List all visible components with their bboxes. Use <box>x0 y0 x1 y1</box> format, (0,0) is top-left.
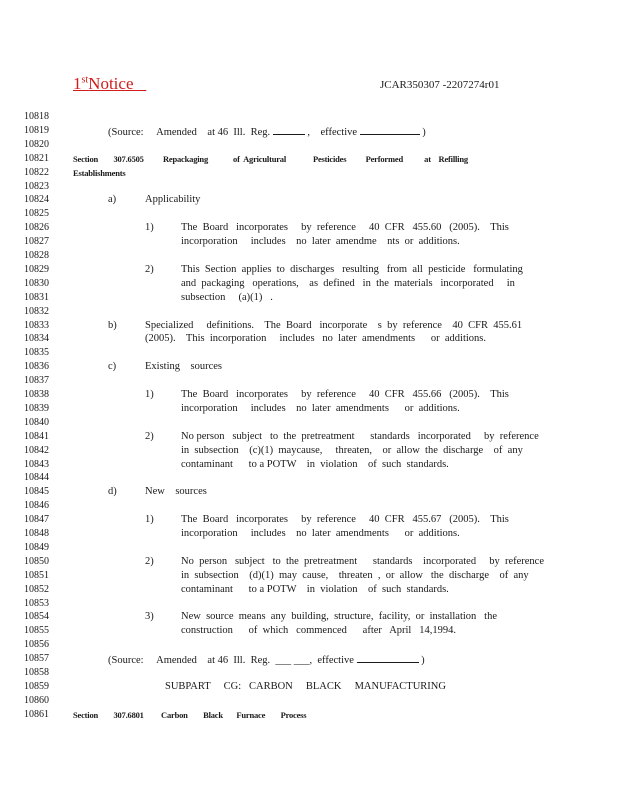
line-10855 <box>0 624 618 638</box>
line-number: 10846 <box>24 500 49 512</box>
line-10838 <box>0 388 618 402</box>
line-10821 <box>0 152 618 166</box>
line-text: 2) <box>145 555 154 567</box>
line-number: 10832 <box>24 305 49 317</box>
line-number: 10818 <box>24 111 49 122</box>
line-number: 10828 <box>24 250 49 261</box>
fill-in-blank <box>357 652 419 663</box>
line-number: 10834 <box>24 333 49 345</box>
line-text: The Board incorporates by reference 40 CFR 455.60 (2005). This <box>181 222 509 234</box>
line-10860 <box>0 694 618 708</box>
line-10842 <box>0 444 618 458</box>
line-10831 <box>0 291 618 305</box>
line-number: 10824 <box>24 194 49 206</box>
line-number: 10843 <box>24 458 49 470</box>
line-10822 <box>0 166 618 180</box>
line-number: 10849 <box>24 541 49 553</box>
line-10818 <box>0 110 618 124</box>
document-id: JCAR350307 -2207274r01 <box>380 79 500 91</box>
line-text: in subsection (d)(1) may cause, threaten , or allow the discharge of any <box>181 569 529 581</box>
line-text: This Section applies to discharges resulting from all pesticide formulating <box>181 263 523 275</box>
line-10854 <box>0 610 618 624</box>
line-number: 10825 <box>24 208 49 220</box>
line-10858 <box>0 666 618 680</box>
line-text: and packaging operations, as defined in the materials incorporated in <box>181 277 515 289</box>
line-text: SUBPART CG: CARBON BLACK MANUFACTURING <box>165 680 446 692</box>
line-text: No person subject to the pretreatment standards incorporated by reference <box>181 430 539 442</box>
line-10823 <box>0 180 618 194</box>
line-10852 <box>0 583 618 597</box>
line-text: d) <box>108 486 117 498</box>
line-10834 <box>0 332 618 346</box>
line-text: contaminant to a POTW in violation of such standards. <box>181 583 449 595</box>
line-10836 <box>0 360 618 374</box>
line-text: The Board incorporates by reference 40 CFR 455.67 (2005). This <box>181 514 509 526</box>
line-text: New source means any building, structure, facility, or installation the <box>181 611 497 623</box>
line-10847 <box>0 513 618 527</box>
line-10826 <box>0 221 618 235</box>
line-10830 <box>0 277 618 291</box>
line-number: 10823 <box>24 180 49 192</box>
line-10853 <box>0 597 618 611</box>
line-10827 <box>0 235 618 249</box>
section-heading-text: Establishments <box>73 167 126 178</box>
line-10848 <box>0 527 618 541</box>
line-number: 10861 <box>24 708 49 720</box>
line-text: incorporation includes no later amendments or additions. <box>181 528 460 539</box>
line-text: 1) <box>145 514 154 526</box>
line-10851 <box>0 569 618 583</box>
line-number: 10819 <box>24 124 49 136</box>
line-number: 10820 <box>24 138 49 150</box>
line-text: Existing sources <box>145 361 222 373</box>
line-number: 10851 <box>24 569 49 581</box>
line-10835 <box>0 346 618 360</box>
line-text: incorporation includes no later amendments or additions. <box>181 402 460 414</box>
line-text: The Board incorporates by reference 40 CFR 455.66 (2005). This <box>181 389 509 400</box>
line-10861 <box>0 708 618 722</box>
line-number: 10835 <box>24 347 49 359</box>
line-number: 10853 <box>24 597 49 609</box>
line-number: 10822 <box>24 166 49 178</box>
line-text: incorporation includes no later amendme nts or additions. <box>181 236 460 248</box>
line-number: 10827 <box>24 236 49 248</box>
line-text: Applicability <box>145 194 201 206</box>
line-text: 2) <box>145 430 154 442</box>
line-number: 10856 <box>24 639 49 651</box>
line-number: 10852 <box>24 583 49 595</box>
line-number: 10833 <box>24 319 49 331</box>
line-number: 10855 <box>24 625 49 637</box>
line-number: 10821 <box>24 152 49 164</box>
line-number: 10837 <box>24 375 49 387</box>
line-10846 <box>0 499 618 513</box>
fill-in-blank <box>273 124 305 135</box>
line-number: 10839 <box>24 402 49 414</box>
page-header <box>0 74 618 96</box>
line-text: New sources <box>145 486 207 498</box>
line-10828 <box>0 249 618 263</box>
line-number: 10830 <box>24 277 49 289</box>
notice-label: 1stNotice <box>73 74 134 93</box>
line-text: contaminant to a POTW in violation of such standards. <box>181 458 449 470</box>
fill-in-blank <box>360 124 420 135</box>
line-10825 <box>0 207 618 221</box>
line-number: 10854 <box>24 611 49 623</box>
section-heading-text: Section 307.6505 Repackaging of Agricultural Pesticides Performed at Refilling <box>73 153 468 164</box>
line-text: Specialized definitions. The Board incorporate s by reference 40 CFR 455.61 <box>145 319 523 331</box>
line-text: (Source: Amended at 46 Ill. Reg. ___ ___, effective <box>108 655 354 667</box>
line-number: 10857 <box>24 653 49 665</box>
line-10841 <box>0 430 618 444</box>
line-number: 10848 <box>24 528 49 539</box>
line-number: 10829 <box>24 263 49 275</box>
line-number: 10840 <box>24 416 49 428</box>
line-text: b) <box>108 319 117 331</box>
line-number: 10859 <box>24 680 49 692</box>
line-text: construction of which commenced after April 14,1994. <box>181 625 456 637</box>
line-10845 <box>0 485 618 499</box>
line-number: 10860 <box>24 694 49 706</box>
line-number: 10826 <box>24 222 49 234</box>
line-10837 <box>0 374 618 388</box>
line-number: 10842 <box>24 444 49 456</box>
line-number: 10836 <box>24 361 49 373</box>
line-text: (Source: Amended at 46 Ill. Reg. <box>108 126 271 138</box>
line-text: (2005). This incorporation includes no later amendments or additions. <box>145 333 486 345</box>
line-10824 <box>0 193 618 207</box>
line-number: 10831 <box>24 291 49 303</box>
line-text: , effective <box>307 126 358 138</box>
line-10832 <box>0 305 618 319</box>
line-10849 <box>0 541 618 555</box>
line-10840 <box>0 416 618 430</box>
line-text: a) <box>108 194 117 206</box>
line-10859 <box>0 680 618 694</box>
line-10820 <box>0 138 618 152</box>
line-text: 3) <box>145 611 154 623</box>
line-number: 10845 <box>24 486 49 498</box>
line-number: 10844 <box>24 472 49 484</box>
line-10833 <box>0 319 618 333</box>
line-10839 <box>0 402 618 416</box>
line-text: No person subject to the pretreatment standards incorporated by reference <box>181 555 544 567</box>
line-number: 10838 <box>24 389 49 400</box>
line-10850 <box>0 555 618 569</box>
line-text: ) <box>421 655 425 667</box>
line-text: 1) <box>145 222 154 234</box>
line-10856 <box>0 638 618 652</box>
line-text: subsection (a)(1) . <box>181 291 273 303</box>
line-number: 10858 <box>24 667 49 678</box>
line-text: ) <box>422 126 426 138</box>
line-10857 <box>0 652 618 666</box>
line-10829 <box>0 263 618 277</box>
line-text: 2) <box>145 263 154 275</box>
line-10843 <box>0 458 618 472</box>
line-10819 <box>0 124 618 138</box>
line-10844 <box>0 471 618 485</box>
line-number: 10850 <box>24 555 49 567</box>
line-text: 1) <box>145 389 154 400</box>
line-text: c) <box>108 361 117 373</box>
section-heading-text: Section 307.6801 Carbon Black Furnace Process <box>73 709 307 720</box>
line-number: 10841 <box>24 430 49 442</box>
line-number: 10847 <box>24 514 49 526</box>
line-text: in subsection (c)(1) maycause, threaten, or allow the discharge of any <box>181 444 523 456</box>
